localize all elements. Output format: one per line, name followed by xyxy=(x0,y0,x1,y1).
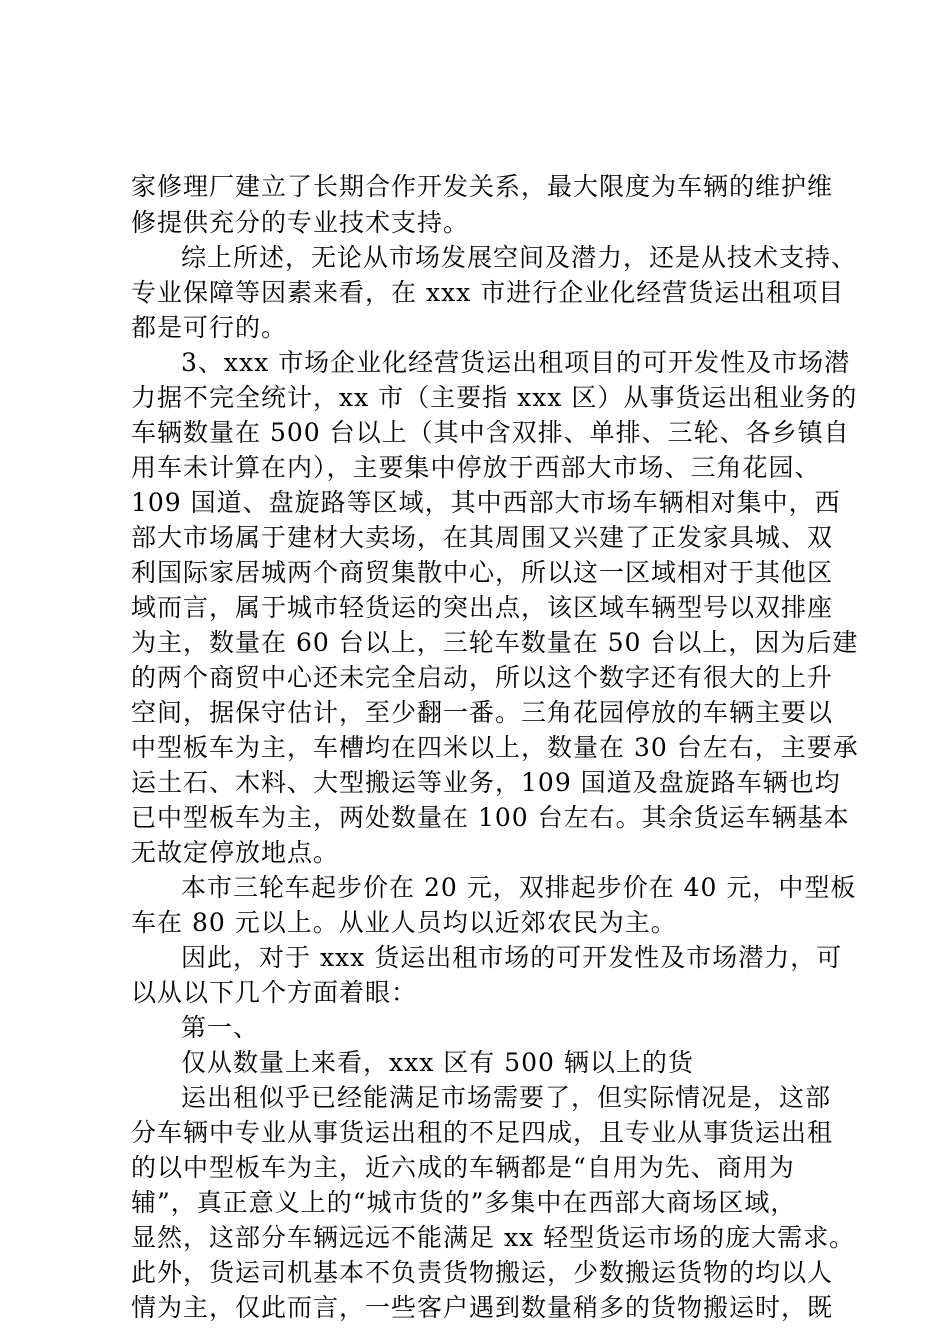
text-line: 空间，据保守估计，至少翻一番。三角花园停放的车辆主要以 xyxy=(131,698,834,727)
text-line: 部大市场属于建材大卖场，在其周围又兴建了正发家具城、双 xyxy=(131,523,834,552)
text-line: 辅”，真正意义上的“城市货的”多集中在西部大商场区域， xyxy=(131,1188,797,1217)
text-line: 运出租似乎已经能满足市场需要了，但实际情况是，这部 xyxy=(181,1083,832,1112)
text-line: 3、xxx 市场企业化经营货运出租项目的可开发性及市场潜 xyxy=(181,348,851,377)
text-line: 显然，这部分车辆远远不能满足 xx 轻型货运市场的庞大需求。 xyxy=(131,1223,856,1252)
text-line: 已中型板车为主，两处数量在 100 台左右。其余货运车辆基本 xyxy=(131,803,850,832)
text-line: 域而言，属于城市轻货运的突出点，该区域车辆型号以双排座 xyxy=(131,593,834,622)
text-line: 情为主，仅此而言，一些客户遇到数量稍多的货物搬运时，既 xyxy=(131,1293,834,1322)
text-line: 运土石、木料、大型搬运等业务，109 国道及盘旋路车辆也均 xyxy=(131,768,841,797)
text-line: 的以中型板车为主，近六成的车辆都是“自用为先、商用为 xyxy=(131,1153,795,1182)
text-line: 无故定停放地点。 xyxy=(131,838,340,867)
text-line: 以从以下几个方面着眼： xyxy=(131,978,418,1007)
text-line: 本市三轮车起步价在 20 元，双排起步价在 40 元，中型板 xyxy=(181,873,857,902)
text-line: 的两个商贸中心还未完全启动，所以这个数字还有很大的上升 xyxy=(131,663,834,692)
text-line: 用车未计算在内），主要集中停放于西部大市场、三角花园、 xyxy=(131,453,821,482)
text-line: 分车辆中专业从事货运出租的不足四成，且专业从事货运出租 xyxy=(131,1118,834,1147)
text-line: 综上所述，无论从市场发展空间及潜力，还是从技术支持、 xyxy=(181,243,858,272)
text-line: 修提供充分的专业技术支持。 xyxy=(131,208,470,237)
text-line: 利国际家居城两个商贸集散中心，所以这一区域相对于其他区 xyxy=(131,558,834,587)
text-line: 109 国道、盘旋路等区域，其中西部大市场车辆相对集中，西 xyxy=(131,488,841,517)
text-line: 力据不完全统计，xx 市（主要指 xxx 区）从事货运出租业务的 xyxy=(131,383,858,412)
text-line: 专业保障等因素来看，在 xxx 市进行企业化经营货运出租项目 xyxy=(131,278,845,307)
text-line: 此外，货运司机基本不负责货物搬运，少数搬运货物的均以人 xyxy=(131,1258,834,1287)
text-line: 车在 80 元以上。从业人员均以近郊农民为主。 xyxy=(131,908,677,937)
text-line: 家修理厂建立了长期合作开发关系，最大限度为车辆的维护维 xyxy=(131,172,834,201)
text-line: 仅从数量上来看，xxx 区有 500 辆以上的货 xyxy=(181,1048,694,1077)
text-line: 第一、 xyxy=(181,1013,260,1042)
text-line: 中型板车为主，车槽均在四米以上，数量在 30 台左右，主要承 xyxy=(131,733,859,762)
text-line: 都是可行的。 xyxy=(131,313,288,342)
text-line: 车辆数量在 500 台以上（其中含双排、单排、三轮、各乡镇自 xyxy=(131,418,850,447)
text-line: 因此，对于 xxx 货运出租市场的可开发性及市场潜力，可 xyxy=(181,943,843,972)
text-line: 为主，数量在 60 台以上，三轮车数量在 50 台以上，因为后建 xyxy=(131,628,859,657)
